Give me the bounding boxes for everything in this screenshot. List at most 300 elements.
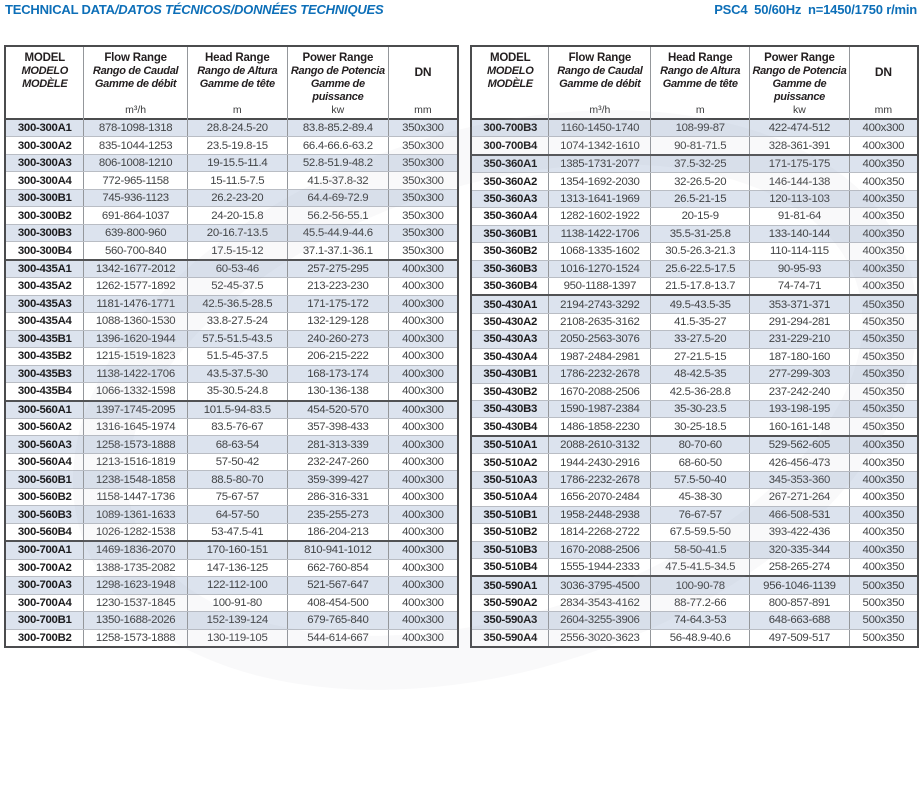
flow-range-cell: 1138-1422-1706 [84,366,187,382]
model-cell: 300-300B3 [6,225,84,241]
flow-range-cell: 1026-1282-1538 [84,524,187,540]
table-row [472,383,917,400]
power-range-cell: 393-422-436 [750,524,850,540]
head-range-cell: 64-57-50 [188,506,288,522]
flow-range-cell: 1814-2268-2722 [549,524,651,540]
col-header-flow [549,47,651,120]
table-row [6,418,457,435]
dn-cell: 400x350 [862,210,905,223]
dn-cell: 350x300 [402,227,444,240]
dn-cell: 450x350 [862,350,905,363]
model-cell: 300-435B3 [6,366,84,382]
power-range-cell: 90-95-93 [750,261,850,277]
head-range-cell: 26.2-23-20 [188,190,288,206]
head-range-cell: 68-60-50 [651,454,750,470]
table-row [472,154,917,172]
head-range-cell: 57.5-50-40 [651,472,750,488]
dn-cell: 400x350 [862,543,905,556]
flow-range-cell: 1670-2088-2506 [549,542,651,558]
model-cell: 300-560B2 [6,489,84,505]
model-cell: 350-430B3 [472,401,549,417]
table-row [6,559,457,576]
model-cell: 350-590A4 [472,630,549,646]
dn-cell: 400x300 [402,508,444,521]
head-range-cell: 24-20-15.8 [188,207,288,223]
head-range-cell: 35-30.5-24.8 [188,383,288,399]
table-row [472,313,917,330]
col-header-power [750,47,850,120]
power-range-cell: 454-520-570 [288,402,389,418]
header-label: Rango de Altura [197,65,278,77]
header-unit: m³/h [589,104,611,116]
dn-cell: 450x350 [862,333,905,346]
header-label: Head Range [667,52,733,64]
flow-range-cell: 1298-1623-1948 [84,577,187,593]
head-range-cell: 58-50-41.5 [651,542,750,558]
table-row [6,259,457,277]
power-range-cell: 497-509-517 [750,630,850,646]
flow-range-cell: 1469-1836-2070 [84,542,187,558]
head-range-cell: 41.5-35-27 [651,314,750,330]
head-range-cell: 88.5-80-70 [188,471,288,487]
head-range-cell: 47.5-41.5-34.5 [651,559,750,575]
dn-cell: 400x300 [402,350,444,363]
flow-range-cell: 639-800-960 [84,225,187,241]
header-label: MODÈLE [487,78,533,90]
dn-cell: 400x300 [862,122,905,135]
power-range-cell: 235-255-273 [288,506,389,522]
head-range-cell: 60-53-46 [188,261,288,277]
model-cell: 300-700A1 [6,542,84,558]
table-row [6,206,457,223]
flow-range-cell: 1262-1577-1892 [84,278,187,294]
model-cell: 300-300B2 [6,207,84,223]
header-unit: kw [331,104,345,116]
model-cell: 350-430B1 [472,366,549,382]
model-cell: 300-435A2 [6,278,84,294]
flow-range-cell: 2108-2635-3162 [549,314,651,330]
header-label: Head Range [205,52,270,64]
power-range-cell: 74-74-71 [750,278,850,294]
model-cell: 300-300A1 [6,120,84,136]
power-range-cell: 168-173-174 [288,366,389,382]
head-range-cell: 88-77.2-66 [651,595,750,611]
flow-range-cell: 1944-2430-2916 [549,454,651,470]
flow-range-cell: 2556-3020-3623 [549,630,651,646]
flow-range-cell: 2834-3543-4162 [549,595,651,611]
col-header-head [651,47,750,120]
table-body-right [472,120,917,646]
table-row [472,348,917,365]
table-row [6,523,457,540]
dn-cell: 450x350 [862,420,905,433]
dn-cell: 400x300 [402,544,444,557]
header-label: Rango de Caudal [557,65,643,77]
dn-cell: 400x300 [402,631,444,644]
head-range-cell: 76-67-57 [651,507,750,523]
dn-cell: 350x300 [402,157,444,170]
head-range-cell: 100-90-78 [651,577,750,593]
power-range-cell: 193-198-195 [750,401,850,417]
model-cell: 300-560B4 [6,524,84,540]
model-cell: 350-510B1 [472,507,549,523]
head-range-cell: 51.5-45-37.5 [188,348,288,364]
table-row [472,330,917,347]
dn-cell: 400x350 [862,280,905,293]
table-row [472,435,917,453]
model-cell: 300-700B1 [6,612,84,628]
dn-cell: 400x350 [862,439,905,452]
head-range-cell: 170-160-151 [188,542,288,558]
table-row [6,540,457,558]
power-range-cell: 91-81-64 [750,208,850,224]
power-range-cell: 426-456-473 [750,454,850,470]
header-unit: m [695,104,705,116]
flow-range-cell: 1258-1573-1888 [84,630,187,646]
table-row [6,488,457,505]
table-row [6,435,457,452]
flow-range-cell: 1213-1516-1819 [84,454,187,470]
flow-range-cell: 1786-2232-2678 [549,366,651,382]
header-label: Flow Range [104,52,167,64]
power-range-cell: 110-114-115 [750,243,850,259]
title-bar [5,2,917,17]
table-row [472,506,917,523]
dn-cell: 400x300 [402,367,444,380]
dn-cell: 400x300 [402,614,444,627]
dn-cell: 400x300 [402,385,444,398]
header-label: Power Range [764,52,835,64]
model-cell: 350-430A4 [472,349,549,365]
table-row [6,330,457,347]
head-range-cell: 30.5-26.3-21.3 [651,243,750,259]
power-range-cell: 291-294-281 [750,314,850,330]
table-row [6,611,457,628]
head-range-cell: 108-99-87 [651,120,750,136]
power-range-cell: 160-161-148 [750,418,850,434]
dn-cell: 400x350 [862,491,905,504]
head-range-cell: 43.5-37.5-30 [188,366,288,382]
power-range-cell: 328-361-391 [750,137,850,153]
header-label: Gamme de puissance [772,78,827,103]
dn-cell: 450x350 [862,316,905,329]
power-range-cell: 237-242-240 [750,384,850,400]
flow-range-cell: 1282-1602-1922 [549,208,651,224]
flow-range-cell: 1397-1745-2095 [84,402,187,418]
technical-data-table-left [4,45,459,648]
dn-cell: 400x300 [402,403,444,416]
header-label: Power Range [302,52,374,64]
power-range-cell: 345-353-360 [750,472,850,488]
technical-data-table-right [470,45,919,648]
head-range-cell: 37.5-32-25 [651,156,750,172]
model-cell: 300-700B2 [6,630,84,646]
model-cell: 350-510B4 [472,559,549,575]
table-row [6,136,457,153]
spec-title: PSC4 50/60Hz n=1450/1750 r/min [714,2,917,17]
model-cell: 350-360A4 [472,208,549,224]
table-row [472,417,917,434]
flow-range-cell: 1215-1519-1823 [84,348,187,364]
flow-range-cell: 772-965-1158 [84,172,187,188]
header-label: Flow Range [568,52,632,64]
head-range-cell: 90-81-71.5 [651,137,750,153]
header-label: MODEL [24,52,65,64]
power-range-cell: 277-299-303 [750,366,850,382]
power-range-cell: 232-247-260 [288,454,389,470]
head-range-cell: 20-16.7-13.5 [188,225,288,241]
power-range-cell: 466-508-531 [750,507,850,523]
power-range-cell: 408-454-500 [288,595,389,611]
power-range-cell: 359-399-427 [288,471,389,487]
model-cell: 350-360B3 [472,261,549,277]
flow-range-cell: 1238-1548-1858 [84,471,187,487]
power-range-cell: 171-175-175 [750,156,850,172]
power-range-cell: 281-313-339 [288,436,389,452]
head-range-cell: 130-119-105 [188,630,288,646]
table-row [472,136,917,153]
model-cell: 300-560B3 [6,506,84,522]
header-label: Gamme de débit [94,78,177,90]
flow-range-cell: 691-864-1037 [84,207,187,223]
flow-range-cell: 1350-1688-2026 [84,612,187,628]
model-cell: 300-700A2 [6,560,84,576]
head-range-cell: 20-15-9 [651,208,750,224]
header-unit: kw [793,104,806,116]
model-cell: 350-430A2 [472,314,549,330]
table-row [6,576,457,593]
header-label: Gamme de tête [199,78,275,90]
power-range-cell: 66.4-66.6-63.2 [288,137,389,153]
model-cell: 300-560A4 [6,454,84,470]
dn-cell: 500x350 [862,597,905,610]
table-row [6,382,457,399]
head-range-cell: 35-30-23.5 [651,401,750,417]
head-range-cell: 33.8-27.5-24 [188,313,288,329]
dn-cell: 400x350 [862,473,905,486]
head-range-cell: 100-91-80 [188,595,288,611]
head-range-cell: 49.5-43.5-35 [651,296,750,312]
dn-cell: 400x300 [402,491,444,504]
dn-cell: 400x300 [402,561,444,574]
flow-range-cell: 1670-2088-2506 [549,384,651,400]
dn-cell: 400x350 [862,262,905,275]
header-unit: m³/h [125,104,147,116]
flow-range-cell: 1316-1645-1974 [84,419,187,435]
header-label: Rango de Potencia [290,65,385,77]
flow-range-cell: 560-700-840 [84,242,187,258]
head-range-cell: 17.5-15-12 [188,242,288,258]
table-row [472,611,917,628]
power-range-cell: 186-204-213 [288,524,389,540]
table-header [472,47,917,120]
flow-range-cell: 1354-1692-2030 [549,173,651,189]
header-label: DN [414,65,432,79]
flow-range-cell: 2050-2563-3076 [549,331,651,347]
table-row [6,505,457,522]
power-range-cell: 521-567-647 [288,577,389,593]
model-cell: 350-430B2 [472,384,549,400]
table-row [6,365,457,382]
dn-cell: 400x350 [862,456,905,469]
head-range-cell: 28.8-24.5-20 [188,120,288,136]
table-row [472,242,917,259]
dn-cell: 400x300 [402,421,444,434]
dn-cell: 400x350 [862,561,905,574]
flow-range-cell: 1160-1450-1740 [549,120,651,136]
table-row [472,365,917,382]
model-cell: 350-510B2 [472,524,549,540]
dn-cell: 400x300 [402,262,444,275]
table-row [6,347,457,364]
table-row [472,120,917,136]
head-range-cell: 27-21.5-15 [651,349,750,365]
page-title-translations: /DATOS TÉCNICOS/DONNÉES TECHNIQUES [114,2,384,17]
dn-cell: 350x300 [402,192,444,205]
dn-cell: 400x350 [862,175,905,188]
model-cell: 300-560B1 [6,471,84,487]
dn-cell: 400x300 [402,526,444,539]
power-range-cell: 648-663-688 [750,612,850,628]
model-cell: 350-360B4 [472,278,549,294]
model-cell: 350-510A1 [472,437,549,453]
power-range-cell: 320-335-344 [750,542,850,558]
table-row [472,225,917,242]
header-label: MODELO [21,65,68,77]
head-range-cell: 57.5-51.5-43.5 [188,331,288,347]
table-row [6,470,457,487]
table-header [6,47,457,120]
table-row [6,629,457,646]
head-range-cell: 80-70-60 [651,437,750,453]
dn-cell: 350x300 [402,122,444,135]
col-header-dn [850,47,917,120]
power-range-cell: 357-398-433 [288,419,389,435]
power-range-cell: 231-229-210 [750,331,850,347]
head-range-cell: 101.5-94-83.5 [188,402,288,418]
model-cell: 350-590A1 [472,577,549,593]
flow-range-cell: 1342-1677-2012 [84,261,187,277]
flow-range-cell: 2604-3255-3906 [549,612,651,628]
flow-range-cell: 1486-1858-2230 [549,418,651,434]
table-row [6,277,457,294]
model-cell: 300-700A3 [6,577,84,593]
head-range-cell: 152-139-124 [188,612,288,628]
power-range-cell: 83.8-85.2-89.4 [288,120,389,136]
head-range-cell: 42.5-36-28.8 [651,384,750,400]
header-label: MODÈLE [22,78,68,90]
model-cell: 350-360B1 [472,226,549,242]
model-cell: 350-360A2 [472,173,549,189]
table-row [6,453,457,470]
header-unit: m [232,104,242,116]
power-range-cell: 800-857-891 [750,595,850,611]
table-row [6,189,457,206]
flow-range-cell: 2194-2743-3292 [549,296,651,312]
flow-range-cell: 1590-1987-2384 [549,401,651,417]
dn-cell: 450x350 [862,368,905,381]
head-range-cell: 33-27.5-20 [651,331,750,347]
head-range-cell: 52-45-37.5 [188,278,288,294]
header-label: MODELO [486,65,534,77]
table-row [472,172,917,189]
model-cell: 350-510A2 [472,454,549,470]
dn-cell: 450x350 [862,403,905,416]
table-row [6,295,457,312]
dn-cell: 400x300 [862,139,905,152]
table-row [6,171,457,188]
flow-range-cell: 1068-1335-1602 [549,243,651,259]
model-cell: 300-700B4 [472,137,549,153]
table-row [472,453,917,470]
head-range-cell: 53-47.5-41 [188,524,288,540]
dn-cell: 500x350 [862,614,905,627]
header-label: Rango de Potencia [752,65,847,77]
model-cell: 300-435B1 [6,331,84,347]
power-range-cell: 286-316-331 [288,489,389,505]
flow-range-cell: 1138-1422-1706 [549,226,651,242]
table-row [6,312,457,329]
power-range-cell: 240-260-273 [288,331,389,347]
dn-cell: 350x300 [402,209,444,222]
model-cell: 350-510A3 [472,472,549,488]
head-range-cell: 30-25-18.5 [651,418,750,434]
head-range-cell: 74-64.3-53 [651,612,750,628]
dn-cell: 400x350 [862,245,905,258]
dn-cell: 450x350 [862,385,905,398]
model-cell: 350-510B3 [472,542,549,558]
model-cell: 300-300B1 [6,190,84,206]
power-range-cell: 52.8-51.9-48.2 [288,155,389,171]
power-range-cell: 257-275-295 [288,261,389,277]
head-range-cell: 15-11.5-7.5 [188,172,288,188]
table-row [472,594,917,611]
head-range-cell: 83.5-76-67 [188,419,288,435]
head-range-cell: 56-48.9-40.6 [651,630,750,646]
table-row [472,207,917,224]
head-range-cell: 26.5-21-15 [651,191,750,207]
flow-range-cell: 1066-1332-1598 [84,383,187,399]
head-range-cell: 25.6-22.5-17.5 [651,261,750,277]
table-row [472,523,917,540]
model-cell: 300-300A4 [6,172,84,188]
header-label: DN [874,65,892,79]
power-range-cell: 37.1-37.1-36.1 [288,242,389,258]
head-range-cell: 75-67-57 [188,489,288,505]
table-row [6,594,457,611]
header-label: Gamme de débit [559,78,641,90]
dn-cell: 400x350 [862,192,905,205]
table-row [472,471,917,488]
head-range-cell: 67.5-59.5-50 [651,524,750,540]
table-row [472,277,917,294]
model-cell: 300-435A3 [6,296,84,312]
col-header-dn [389,47,457,120]
header-label: Gamme de tête [662,78,738,90]
flow-range-cell: 1088-1360-1530 [84,313,187,329]
col-header-model [6,47,84,120]
table-row [6,241,457,258]
table-row [472,629,917,646]
flow-range-cell: 1385-1731-2077 [549,156,651,172]
power-range-cell: 529-562-605 [750,437,850,453]
flow-range-cell: 1388-1735-2082 [84,560,187,576]
table-row [472,558,917,575]
table-row [472,294,917,312]
power-range-cell: 267-271-264 [750,489,850,505]
power-range-cell: 146-144-138 [750,173,850,189]
head-range-cell: 48-42.5-35 [651,366,750,382]
